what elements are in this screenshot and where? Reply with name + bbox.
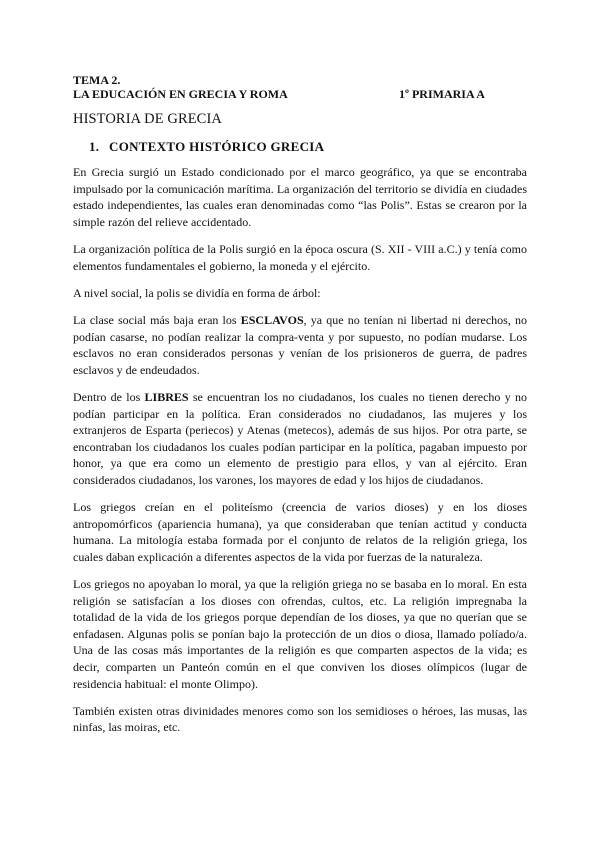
paragraph-polis: La organización política de la Polis surgió en la época oscura (S. XII - VIII a.C.) y tenía como elementos fundamentales el gobierno, la moneda y el ejército. [73, 241, 527, 273]
section-title: CONTEXTO HISTÓRICO GRECIA [109, 139, 325, 154]
grade-label: 1º PRIMARIA A [399, 87, 485, 101]
tema-label: TEMA 2. [73, 73, 121, 87]
paragraph-religion: Los griegos no apoyaban lo moral, ya que la religión griega no se basaba en lo moral. En esta religión se satisfacían a los dioses con ofrendas, cultos, etc. La religión impregnaba la totalidad de la vida de los griegos porque dependían de los dioses, ya que no querían que se enfadasen. Algunas polis se ponían bajo la protección de un dios o diosa, llamado políado/a. Una de las cosas más importantes de la religión es que comparten aspectos de la vida; es decir, comparten un Panteón común en el que conviven los dioses olímpicos (lugar de residencia habitual: el monte Olimpo). [73, 577, 527, 691]
page-title: HISTORIA DE GRECIA [73, 111, 222, 127]
paragraph-divinidades: También existen otras divinidades menores como son los semidioses o héroes, las musas, las ninfas, las moiras, etc. [73, 703, 527, 735]
paragraph-text: Dentro de los [73, 389, 145, 404]
document-header [73, 73, 533, 101]
subject-title: LA EDUCACIÓN EN GRECIA Y ROMA [73, 87, 288, 101]
emphasis-libres: LIBRES [144, 389, 189, 404]
paragraph-libres [73, 389, 527, 489]
header-row [73, 87, 533, 101]
paragraph-text: La clase social más baja eran los [73, 312, 241, 327]
emphasis-esclavos: ESCLAVOS [240, 312, 304, 327]
document-body [73, 164, 527, 747]
paragraph-text: se encuentran los no ciudadanos, los cuales no tienen derecho y no podían participar en la política. Eran considerados no ciudadanos, las mujeres y los extranjeros de Esparta (periecos) y Atenas (metecos), además de sus hijos. Por otra parte, se encontraban los ciudadanos los cuales podían participar en la política, pagaban impuesto por honor, ya que era como un elemento de prestigio para ellos, y van al ejército. Eran considerados ciudadanos, los varones, los mayores de edad y los hijos de ciudadanos. [73, 389, 528, 487]
paragraph-text: , ya que no tenían ni libertad ni derechos, no podían casarse, no podían realizar la compra-venta y por supuesto, no podían mudarse. Los esclavos no eran considerados personas y venían de los prisioneros de guerra, de padres esclavos y de endeudados. [73, 312, 527, 377]
paragraph-politeismo: Los griegos creían en el politeísmo (creencia de varios dioses) y en los dioses antropomórficos (apariencia humana), ya que consideraban que tenían actitud y conducta humana. La mitología estaba formada por el conjunto de relatos de la religión griega, los cuales daban explicación a diferentes aspectos de la vida por fuerzas de la naturaleza. [73, 500, 527, 564]
section-number: 1. [89, 139, 100, 154]
section-heading [89, 139, 324, 155]
paragraph-geografia: En Grecia surgió un Estado condicionado por el marco geográfico, ya que se encontraba impulsado por la comunicación marítima. La organización del territorio se dividía en ciudades estado independientes, las cuales eran denominadas como “las Polis”. Estas se crearon por la simple razón del relieve accidentado. [73, 165, 527, 229]
paragraph-esclavos [73, 312, 527, 378]
paragraph-nivel-social: A nivel social, la polis se dividía en forma de árbol: [73, 285, 321, 300]
